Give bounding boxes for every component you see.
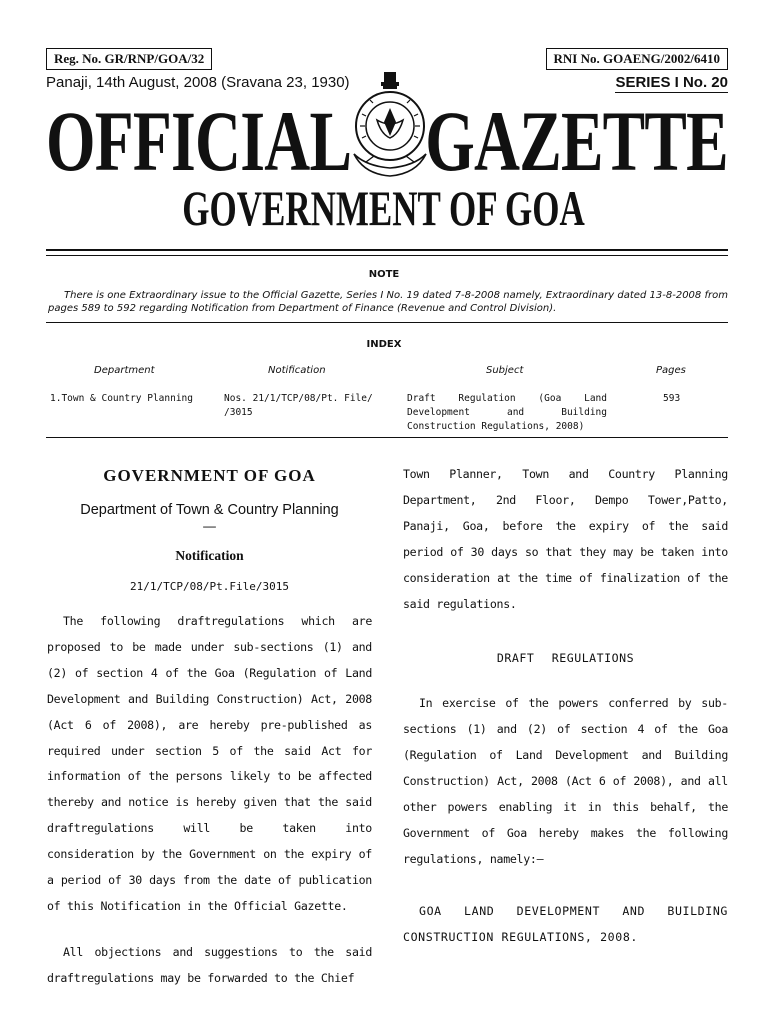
notification-title: Notification — [175, 548, 244, 563]
draft-regulations-heading: DRAFT REGULATIONS — [496, 651, 635, 666]
index-column-notification: Notification — [268, 365, 326, 376]
regulations-title: GOA LAND DEVELOPMENT AND BUILDING CONSTRUCTION REGULATIONS, 2008. — [403, 903, 728, 944]
header-rule-thick — [46, 249, 728, 251]
notification-paragraph-1: The following draftregulations which are proposed to be made under sub-sections (1) and (2) of section 4 of the Goa (Regulation of Land Development and Building Construction) Act, 2008 (Act 6 of 2008), are hereby pre-published as required under section 5 of the said Act for information of the persons likely to be affected thereby and notice is hereby given that the said draftregulations will be taken into consideration by the Government on the expiry of a period of 30 days from the date of publication of this Notification in the Official Gazette. — [47, 614, 372, 913]
note-text: There is one Extraordinary issue to the Official Gazette, Series I No. 19 dated 7-8-2008 namely, Extraordinary dated 13-8-2008 from pages 589 to 592 regarding Notification from Department of Finance (Revenue and Control Division). — [48, 290, 728, 314]
note-heading: NOTE — [368, 269, 400, 280]
issue-date: Panaji, 14th August, 2008 (Sravana 23, 1930) — [46, 74, 350, 91]
index-rule — [46, 437, 728, 438]
header-rule-thin — [46, 255, 728, 256]
rni-number: RNI No. GOAENG/2002/6410 — [546, 48, 728, 70]
note-rule — [46, 322, 728, 323]
index-column-subject: Subject — [486, 365, 524, 376]
government-heading: GOVERNMENT OF GOA — [103, 466, 316, 485]
department-heading: Department of Town & Country Planning — [80, 502, 339, 518]
index-row-subject: Draft Regulation (Goa Land Development and Building Construction Regulations, 2008) — [407, 393, 607, 432]
left-column — [47, 462, 372, 992]
masthead-gazette: GAZETTE — [425, 93, 728, 189]
notification-paragraph-2: All objections and suggestions to the said draftregulations may be forwarded to the Chief — [47, 944, 372, 985]
registration-number: Reg. No. GR/RNP/GOA/32 — [46, 48, 212, 70]
notification-number: 21/1/TCP/08/Pt.File/3015 — [130, 580, 289, 593]
heading-dash: — — [202, 519, 217, 535]
index-row-department: 1.Town & Country Planning — [50, 393, 193, 404]
masthead-official: OFFICIAL — [46, 93, 352, 189]
series-number: SERIES I No. 20 — [615, 74, 728, 91]
masthead-subtitle: GOVERNMENT OF GOA — [182, 180, 586, 236]
notification-paragraph-continued: Town Planner, Town and Country Planning Department, 2nd Floor, Dempo Tower,Patto, Panaji, Goa, before the expiry of the said period of 30 days so that they may be taken into consideration at the time of finalization of the said regulations. — [403, 467, 728, 611]
index-row-pages: 593 — [663, 393, 681, 404]
goa-government-emblem-icon — [344, 70, 436, 180]
index-column-department: Department — [94, 365, 155, 376]
index-row-notification: Nos. 21/1/TCP/08/Pt. File/ /3015 — [224, 393, 373, 418]
index-heading: INDEX — [366, 339, 402, 350]
index-column-pages: Pages — [656, 365, 686, 376]
regulations-preamble: In exercise of the powers conferred by sub-sections (1) and (2) of section 4 of the Goa (Regulation of Land Development and Building Construction) Act, 2008 (Act 6 of 2008), and all other powers enabling it in this behalf, the Government of Goa hereby makes the following regulations, namely:— — [403, 696, 728, 866]
right-column — [403, 462, 728, 951]
